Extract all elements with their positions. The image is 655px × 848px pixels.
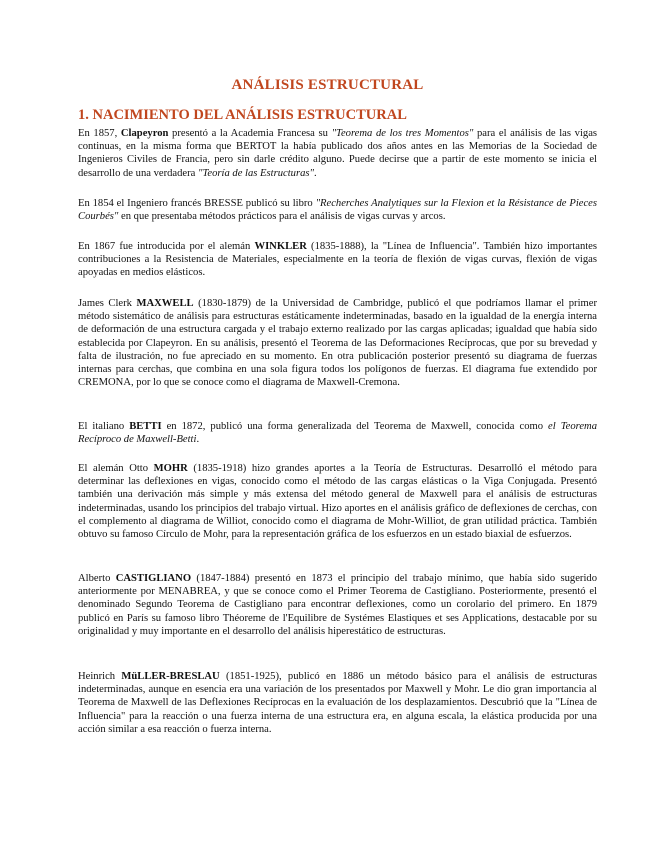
paragraph-winkler: En 1867 fue introducida por el alemán WINKLER (1835-1888), la "Línea de Influencia". También hizo importantes contribuciones a la Resistencia de Materiales, especialmente en la teoría de flexión de vigas curvas, flexión de vigas apoyadas en medios elásticos. <box>78 241 598 279</box>
name-betti: BETTI <box>129 421 162 432</box>
paragraph-castigliano: Alberto CASTIGLIANO (1847-1884) presentó en 1873 el principio del trabajo mínimo, que había sido sugerido anteriormente por MENABREA, y que se conoce como el Primer Teorema de Castigliano. Posteriormente, presentó el denominado Segundo Teorema de Castigliano para encontrar deflexiones, como un corolario del primero. En 1879 publicó en París su famoso libro Théoreme de l'Equilibre de Systémes Elastiques et ses Applications, destacable por su originalidad y muy importante en el desarrollo del análisis hiperestático de estructuras. <box>78 573 597 637</box>
paragraph-bresse: En 1854 el Ingeniero francés BRESSE publicó su libro "Recherches Analytiques sur la Flexion et la Résistance de Pieces Courbés" en que presentaba métodos prácticos para el análisis de vigas curvas y arcos. <box>78 198 597 223</box>
paragraph-mohr: El alemán Otto MOHR (1835-1918) hizo grandes aportes a la Teoría de Estructuras. Desarrolló el método para determinar las deflexiones en vigas, conocido como el método de las cargas elásticas o la Viga Conjugada. Presentó también una derivación más simple y más extensa del método general de Maxwell para el análisis de estructuras indeterminadas, usando los principios del trabajo virtual. Hizo aportes en el análisis gráfico de deflexiones de cerchas, con el complemento al diagrama de Williot, conocido como el diagrama de Mohr-Williot, de gran utilidad práctica. También obtuvo su famoso Círculo de Mohr, para la representación gráfica de los esfuerzos en un estado biaxial de esfuerzos. <box>78 463 598 541</box>
name-maxwell: MAXWELL <box>136 298 194 309</box>
section-heading: 1. NACIMIENTO DEL ANÁLISIS ESTRUCTURAL <box>78 107 407 123</box>
name-muller-breslau: MüLLER-BRESLAU <box>121 671 220 682</box>
name-castigliano: CASTIGLIANO <box>115 573 192 584</box>
name-clapeyron: Clapeyron <box>120 128 169 139</box>
paragraph-maxwell: James Clerk MAXWELL (1830-1879) de la Universidad de Cambridge, publicó el que podríamos llamar el primer método sistemático de análisis para estructuras estáticamente indeterminadas, basado en la igualdad de la energía interna de deformación de una estructura cargada y el trabajo externo realizado por las cargas aplicadas; igualdad que había sido establecida por Clapeyron. En su análisis, presentó el Teorema de las Deformaciones Recíprocas, que por su brevedad y falta de ilustración, no fue apreciado en su momento. En otra publicación posterior presentó su diagrama de fuerzas internas para cerchas, que combina en una sola figura todos los polígonos de fuerzas. El diagrama fue extendido por CREMONA, por lo que se conoce como el diagrama de Maxwell-Cremona. <box>78 298 597 389</box>
name-winkler: WINKLER <box>254 241 307 252</box>
paragraph-clapeyron: En 1857, Clapeyron presentó a la Academia Francesa su "Teorema de los tres Momentos" para el análisis de las vigas continuas, en la misma forma que BERTOT la había publicado dos años antes en las Memorias de la Sociedad de Ingenieros Civiles de Francia, pero sin darle crédito alguno. Puede decirse que a partir de este momento se inicia el desarrollo de una verdadera "Teoría de las Estructuras". <box>78 128 598 179</box>
document-title: ANÁLISIS ESTRUCTURAL <box>231 77 424 93</box>
paragraph-betti: El italiano BETTI en 1872, publicó una forma generalizada del Teorema de Maxwell, conocida como el Teorema Recíproco de Maxwell-Betti. <box>78 421 597 446</box>
name-mohr: MOHR <box>153 463 188 474</box>
paragraph-muller-breslau: Heinrich MüLLER-BRESLAU (1851-1925), publicó en 1886 un método básico para el análisis de estructuras indeterminadas, aunque en esencia era una variación de los presentados por Maxwell y Mohr. Le dio gran importancia al Teorema de Maxwell de las Deflexiones Recíprocas en la evaluación de los desplazamientos. Descubrió que la "Línea de Influencia" para la reacción o una fuerza interna de una estructura era, en alguna escala, la elástica producida por una acción similar a esa reacción o fuerza interna. <box>78 671 597 735</box>
